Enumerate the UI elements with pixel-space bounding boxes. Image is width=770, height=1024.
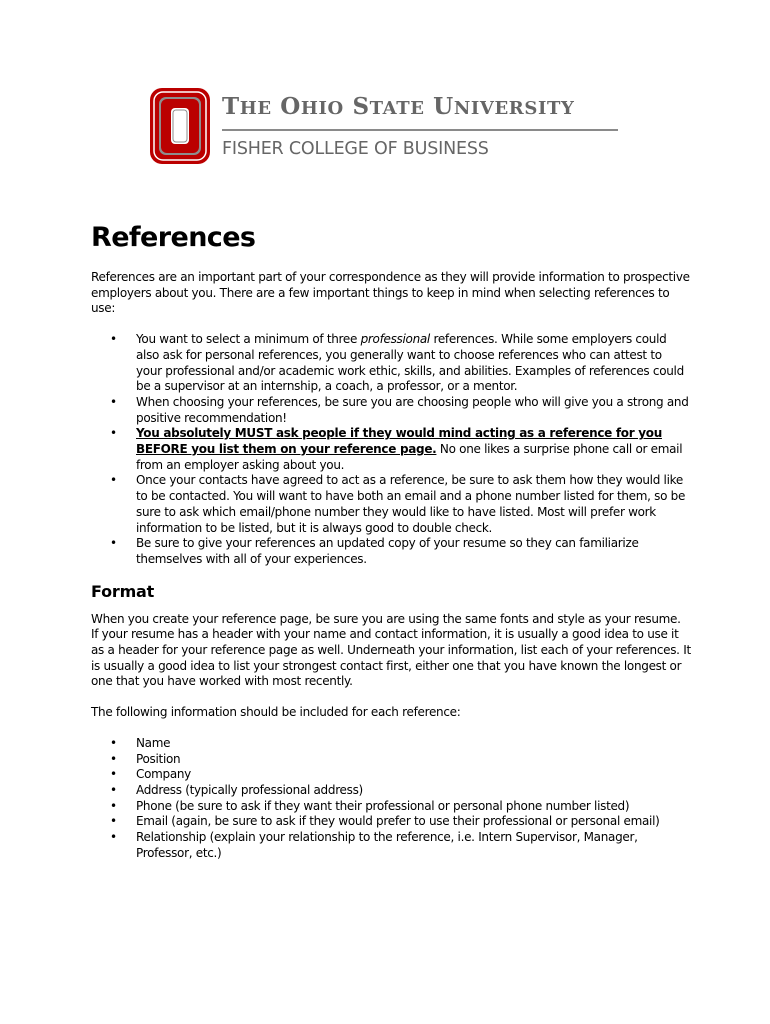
reference-field-email: • Email (again, be sure to ask if they would prefer to use their professional or personal email) [91,814,691,830]
reference-fields-list [91,736,691,862]
reference-field-relationship: • Relationship (explain your relationship to the reference, i.e. Intern Supervisor, Manager, Professor, etc.) [91,830,691,861]
university-name-word-state-rest: TATE [369,98,425,119]
university-name-word-university-rest: NIVERSITY [453,98,575,119]
university-name-word-ohio-rest: HIO [300,98,344,119]
university-name-word-ohio-cap: O [280,93,301,120]
reference-field-address: • Address (typically professional address) [91,783,691,799]
references-intro: References are an important part of your correspondence as they will provide information to prospective employers about you. There are a few important things to keep in mind when selecting references to use: [91,270,690,316]
university-name-word-university-cap: U [433,93,454,120]
university-logo [150,88,620,166]
tip-1-text-end: references. While some employers could also ask for personal references, you generally want to choose references who can attest to your professional and/or academic work ethic, skills, and abilities. Examples of references could be a supervisor at an internship, a coach, a professor, or a mentor. [136,332,684,394]
tip-3-emphasis: You absolutely MUST ask people if they would mind acting as a reference for you BEFORE you list them on your reference page. [136,426,662,457]
tip-3-text: No one likes a surprise phone call or email from an employer asking about you. [136,442,683,472]
tip-1-italic-professional: professional [360,332,430,347]
references-tip-5: • Be sure to give your references an updated copy of your resume so they can familiarize themselves with all of your experiences. [91,536,691,567]
reference-field-name: • Name [91,736,691,752]
format-included-intro: The following information should be included for each reference: [91,705,461,720]
document-body [91,220,691,862]
references-tip-1 [91,332,691,395]
format-paragraph: When you create your reference page, be sure you are using the same fonts and style as your resume. If your resume has a header with your name and contact information, it is usually a good idea to use it as a header for your reference page as well. Underneath your information, list each of your references. It is usually a good idea to list your strongest contact first, either one that you have known the longest or one that you have worked with most recently. [91,611,691,689]
university-name-word-the-cap: T [222,93,240,120]
references-heading: References [91,222,256,253]
university-name [222,93,574,120]
references-tip-3 [91,426,691,473]
university-name-word-the-rest: HE [239,98,272,119]
references-tips-list [91,332,691,568]
university-name-word-state-cap: S [352,93,370,120]
format-heading: Format [91,581,155,601]
references-tip-4: • Once your contacts have agreed to act as a reference, be sure to ask them how they would like to be contacted. You will want to have both an email and a phone number listed for them, so be sure to ask which email/phone number they would like to have listed. Most will prefer work information to be listed, but it is always good to double check. [91,473,691,536]
reference-field-position: • Position [91,752,691,768]
references-tip-2: • When choosing your references, be sure you are choosing people who will give you a strong and positive recommendation! [91,395,691,426]
logo-divider [222,129,618,131]
college-name: FISHER COLLEGE OF BUSINESS [222,139,489,159]
university-name-text [222,93,574,120]
reference-field-phone: • Phone (be sure to ask if they want their professional or personal phone number listed) [91,799,691,815]
reference-field-company: • Company [91,767,691,783]
block-o-logo-icon [150,88,210,164]
tip-1-text-start: You want to select a minimum of three [136,332,361,347]
